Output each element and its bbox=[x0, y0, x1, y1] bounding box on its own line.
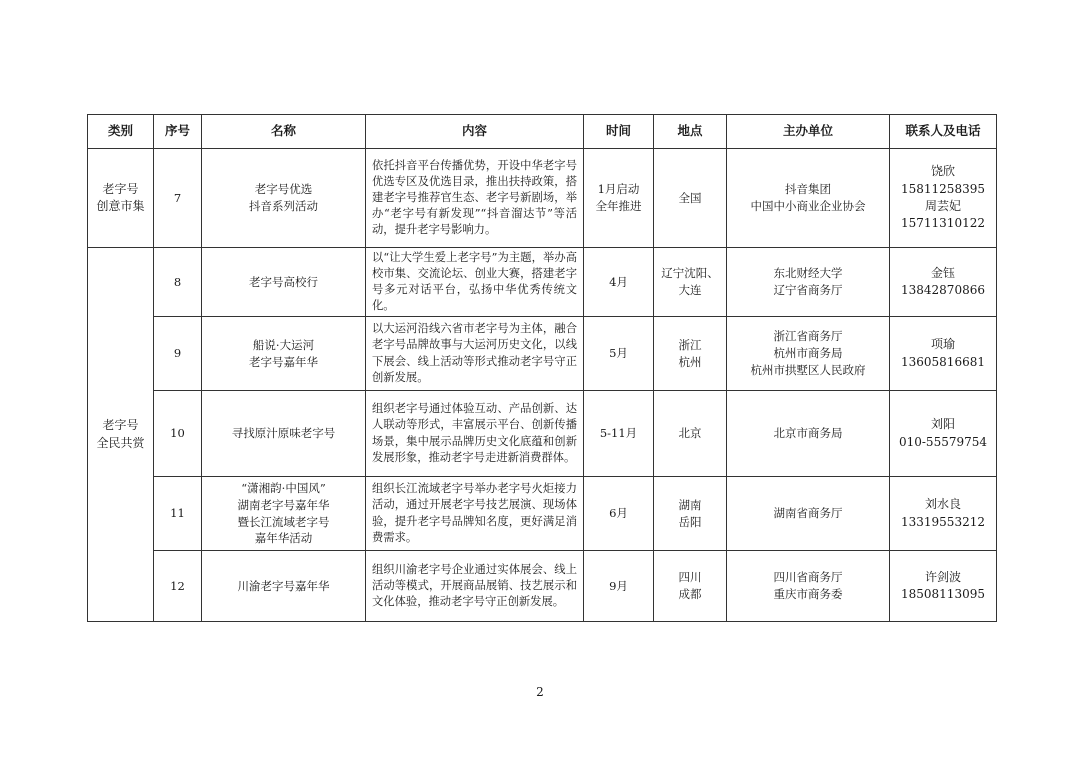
number-cell: 12 bbox=[154, 551, 202, 622]
header-organizer: 主办单位 bbox=[727, 115, 890, 149]
name-cell: 老字号高校行 bbox=[202, 248, 366, 317]
category-cell: 老字号 创意市集 bbox=[88, 149, 154, 248]
time-cell: 4月 bbox=[584, 248, 654, 317]
table-header-row bbox=[88, 115, 997, 149]
header-content: 内容 bbox=[366, 115, 584, 149]
organizer-cell: 抖音集团 中国中小商业企业协会 bbox=[727, 149, 890, 248]
number-cell: 9 bbox=[154, 317, 202, 391]
category-cell: 老字号 全民共赏 bbox=[88, 248, 154, 622]
contact-cell: 刘水良 13319553212 bbox=[890, 477, 997, 551]
table-row bbox=[88, 248, 997, 317]
name-cell: 老字号优选 抖音系列活动 bbox=[202, 149, 366, 248]
organizer-cell: 湖南省商务厅 bbox=[727, 477, 890, 551]
table-row bbox=[88, 317, 997, 391]
name-cell: “潇湘韵·中国风” 湖南老字号嘉年华 暨长江流域老字号 嘉年华活动 bbox=[202, 477, 366, 551]
organizer-cell: 浙江省商务厅 杭州市商务局 杭州市拱墅区人民政府 bbox=[727, 317, 890, 391]
table-row bbox=[88, 391, 997, 477]
number-cell: 8 bbox=[154, 248, 202, 317]
header-time: 时间 bbox=[584, 115, 654, 149]
table-row bbox=[88, 477, 997, 551]
content-cell: 以大运河沿线六省市老字号为主体，融合老字号品牌故事与大运河历史文化，以线下展会、线上活动等形式推动老字号守正创新发展。 bbox=[366, 317, 584, 391]
organizer-cell: 四川省商务厅 重庆市商务委 bbox=[727, 551, 890, 622]
content-cell: 组织川渝老字号企业通过实体展会、线上活动等模式，开展商品展销、技艺展示和文化体验，推动老字号守正创新发展。 bbox=[366, 551, 584, 622]
header-category: 类别 bbox=[88, 115, 154, 149]
number-cell: 7 bbox=[154, 149, 202, 248]
name-cell: 寻找原汁原味老字号 bbox=[202, 391, 366, 477]
location-cell: 浙江 杭州 bbox=[654, 317, 727, 391]
time-cell: 5-11月 bbox=[584, 391, 654, 477]
contact-cell: 饶欣 15811258395 周芸妃 15711310122 bbox=[890, 149, 997, 248]
location-cell: 辽宁沈阳、 大连 bbox=[654, 248, 727, 317]
events-table bbox=[87, 114, 997, 622]
name-cell: 船说·大运河 老字号嘉年华 bbox=[202, 317, 366, 391]
name-cell: 川渝老字号嘉年华 bbox=[202, 551, 366, 622]
page-number: 2 bbox=[536, 685, 544, 699]
contact-cell: 刘阳 010-55579754 bbox=[890, 391, 997, 477]
content-cell: 组织长江流域老字号举办老字号火炬接力活动，通过开展老字号技艺展演、现场体验，提升老字号品牌知名度，更好满足消费需求。 bbox=[366, 477, 584, 551]
header-location: 地点 bbox=[654, 115, 727, 149]
header-number: 序号 bbox=[154, 115, 202, 149]
contact-cell: 项瑜 13605816681 bbox=[890, 317, 997, 391]
header-name: 名称 bbox=[202, 115, 366, 149]
organizer-cell: 北京市商务局 bbox=[727, 391, 890, 477]
time-cell: 9月 bbox=[584, 551, 654, 622]
location-cell: 全国 bbox=[654, 149, 727, 248]
content-cell: 组织老字号通过体验互动、产品创新、达人联动等形式，丰富展示平台、创新传播场景，集中展示品牌历史文化底蕴和创新发展形象，推动老字号走进新消费群体。 bbox=[366, 391, 584, 477]
number-cell: 11 bbox=[154, 477, 202, 551]
location-cell: 四川 成都 bbox=[654, 551, 727, 622]
location-cell: 湖南 岳阳 bbox=[654, 477, 727, 551]
content-cell: 依托抖音平台传播优势，开设中华老字号优选专区及优选目录，推出扶持政策，搭建老字号推荐官生态、老字号新剧场，举办“老字号有新发现”“抖音溜达节”等活动，提升老字号影响力。 bbox=[366, 149, 584, 248]
time-cell: 6月 bbox=[584, 477, 654, 551]
number-cell: 10 bbox=[154, 391, 202, 477]
time-cell: 5月 bbox=[584, 317, 654, 391]
contact-cell: 许剑波 18508113095 bbox=[890, 551, 997, 622]
content-cell: 以“让大学生爱上老字号”为主题，举办高校市集、交流论坛、创业大赛，搭建老字号多元对话平台，弘扬中华优秀传统文化。 bbox=[366, 248, 584, 317]
header-contact: 联系人及电话 bbox=[890, 115, 997, 149]
organizer-cell: 东北财经大学 辽宁省商务厅 bbox=[727, 248, 890, 317]
table-row bbox=[88, 551, 997, 622]
time-cell: 1月启动 全年推进 bbox=[584, 149, 654, 248]
location-cell: 北京 bbox=[654, 391, 727, 477]
contact-cell: 金钰 13842870866 bbox=[890, 248, 997, 317]
table-row bbox=[88, 149, 997, 248]
